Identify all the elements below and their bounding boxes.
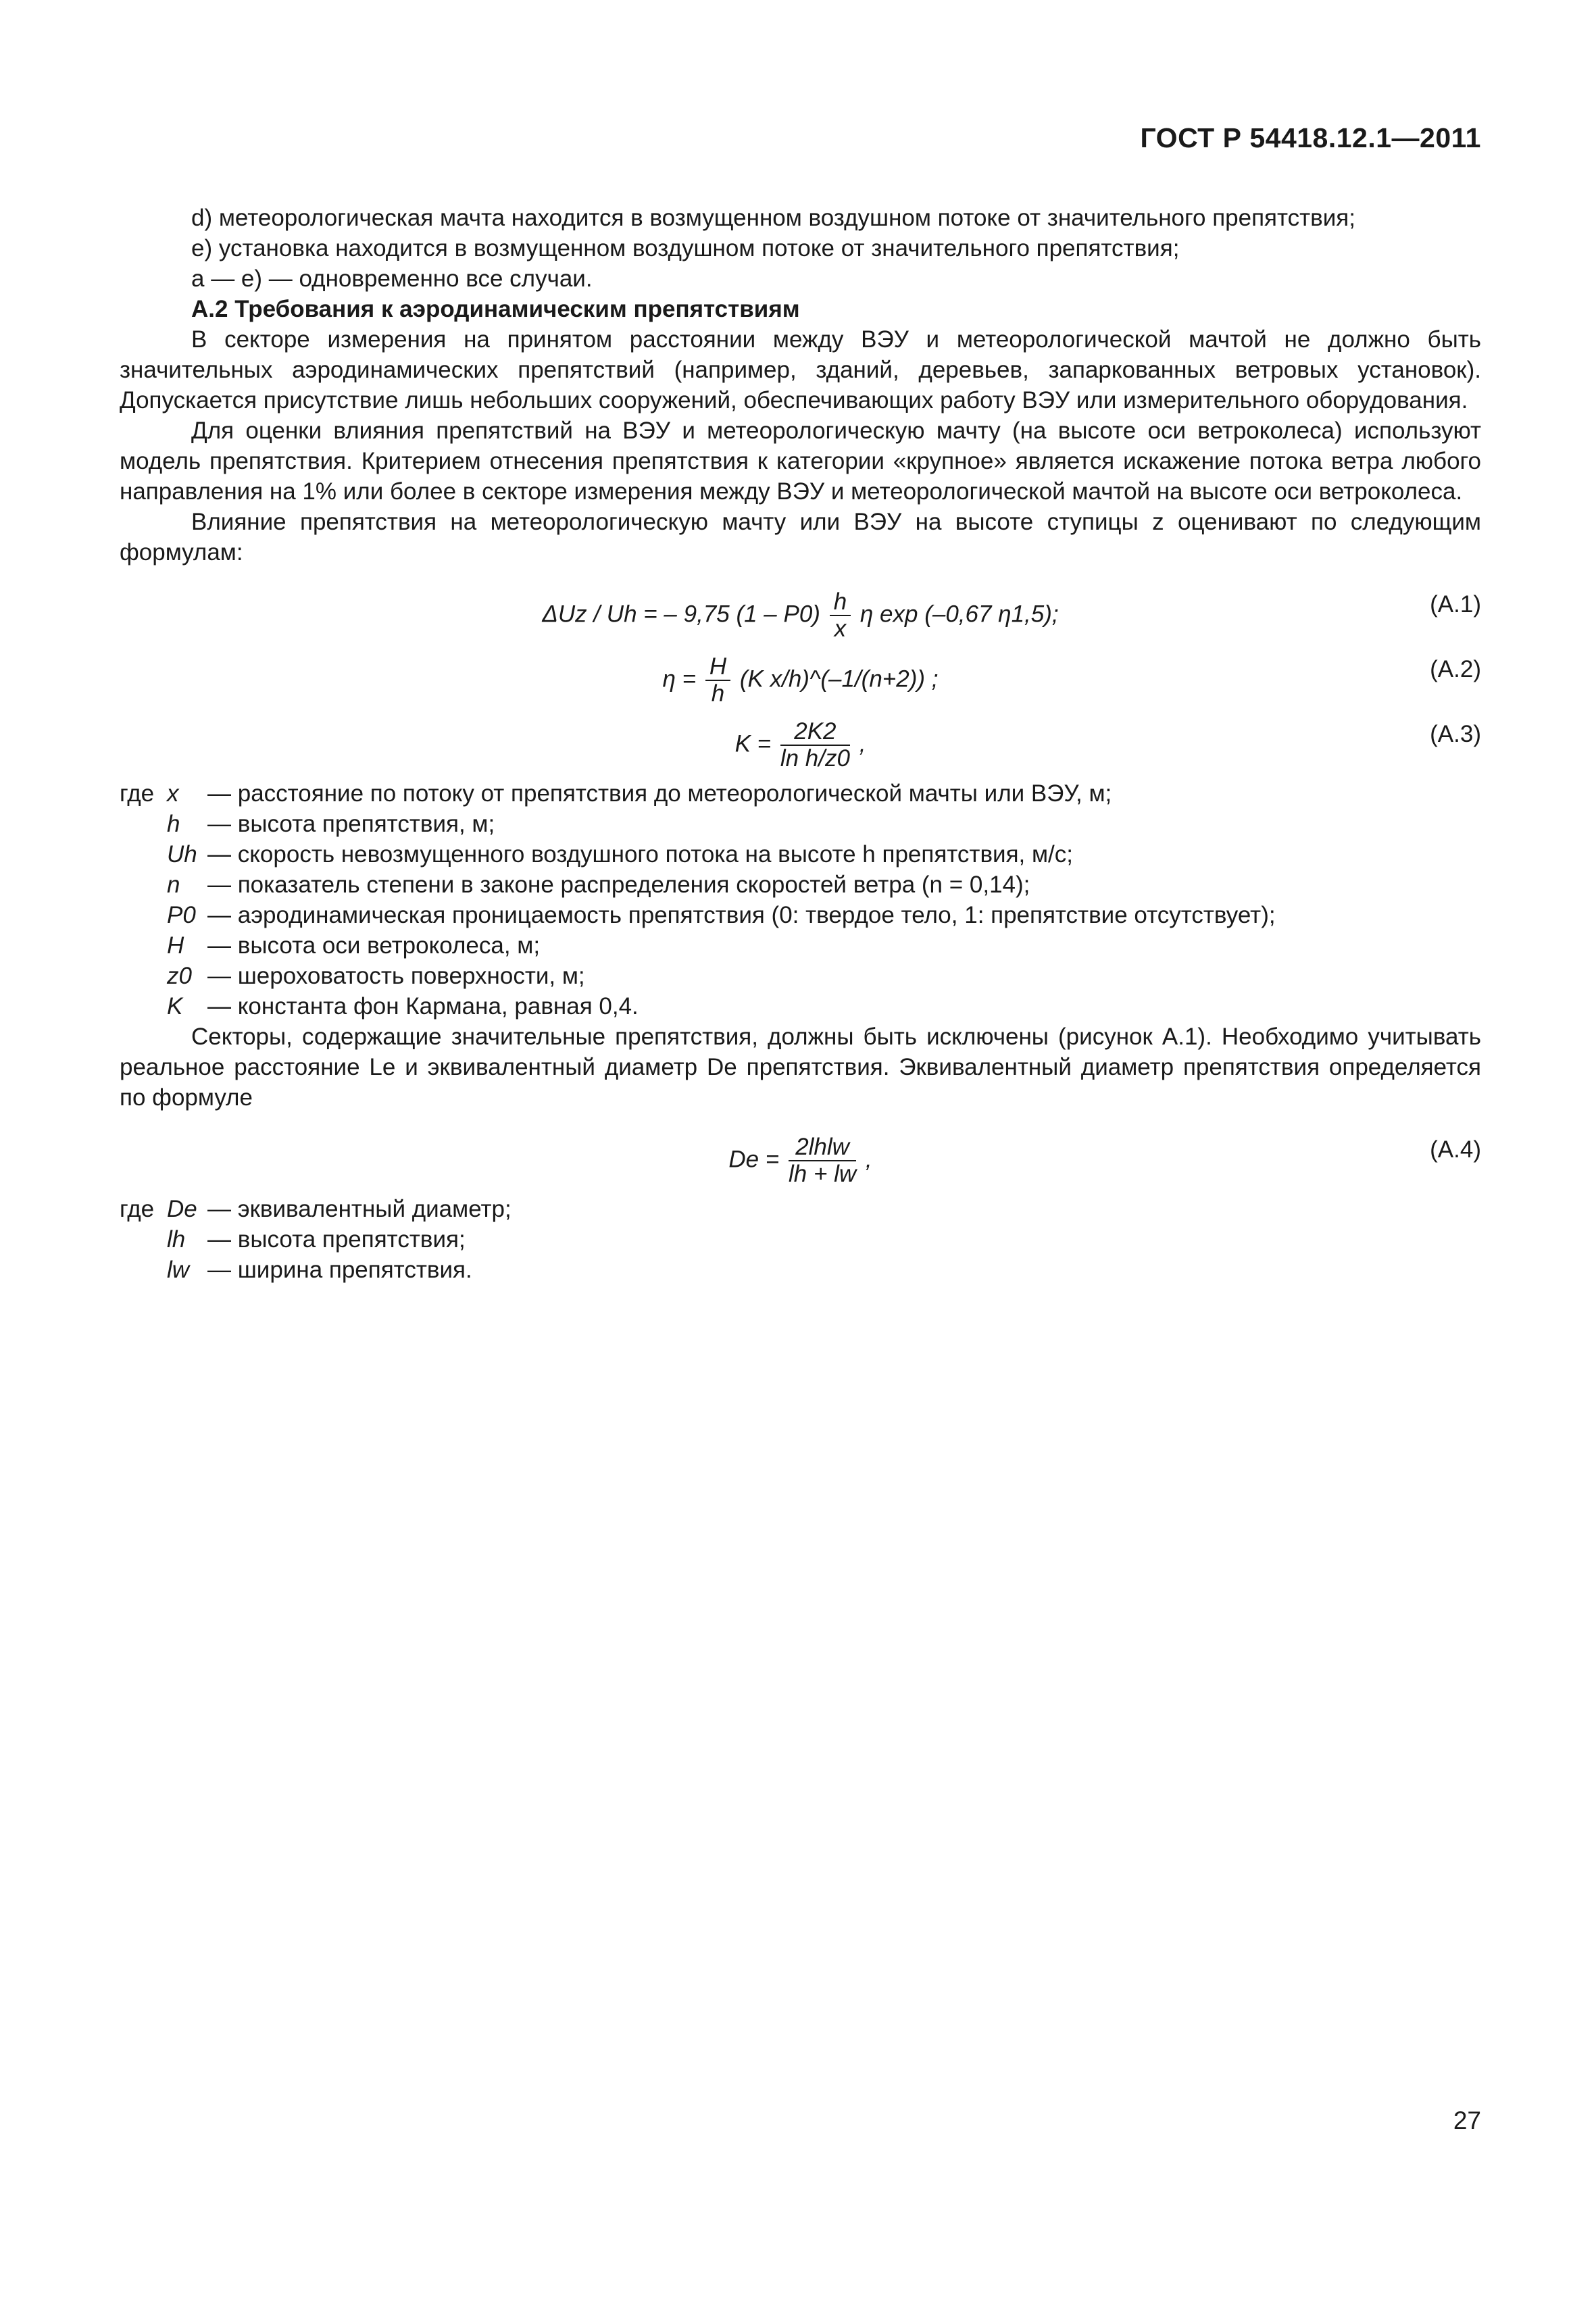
legend-diameter bbox=[120, 1194, 1481, 1285]
eq-a1-number: (А.1) bbox=[1430, 591, 1481, 618]
legend-text: — высота оси ветроколеса, м; bbox=[207, 932, 541, 959]
eq-a3-lhs: K = bbox=[734, 730, 772, 757]
eq-a4-den: lh + lw bbox=[788, 1161, 857, 1187]
eq-a4-lhs: De = bbox=[728, 1146, 780, 1173]
item-d: d) метеорологическая мачта находится в возмущенном воздушном потоке от значительного препятствия; bbox=[191, 205, 1355, 231]
legend-symbol: lh bbox=[167, 1226, 186, 1253]
legend-text: — высота препятствия; bbox=[207, 1226, 466, 1253]
document-id: ГОСТ Р 54418.12.1—2011 bbox=[1140, 122, 1481, 153]
page-body bbox=[120, 203, 1481, 1285]
equation-a4 bbox=[120, 1129, 1481, 1187]
legend-text: — константа фон Кармана, равная 0,4. bbox=[207, 993, 639, 1020]
legend-symbol: P0 bbox=[167, 902, 196, 928]
eq-a4-number: (А.4) bbox=[1430, 1136, 1481, 1163]
paragraph-2: Для оценки влияния препятствий на ВЭУ и метеорологическую мачту (на высоте оси ветроколеса) используют модель препятствия. Критерием отнесения препятствия к категории «крупное» является искажение потока ветра любого направления на 1% или более в секторе измерения между ВЭУ и метеорологической мачтой на высоте оси ветроколеса. bbox=[120, 418, 1481, 505]
legend-text: — ширина препятствия. bbox=[207, 1257, 472, 1283]
eq-a2-number: (А.2) bbox=[1430, 656, 1481, 682]
legend-row bbox=[120, 991, 1481, 1022]
eq-a3-number: (А.3) bbox=[1430, 721, 1481, 747]
legend-text: — высота препятствия, м; bbox=[207, 811, 495, 837]
legend-row bbox=[120, 1255, 1481, 1285]
legend-lead: где bbox=[120, 780, 155, 807]
eq-a3-rhs: , bbox=[859, 730, 866, 757]
legend-text: — расстояние по потоку от препятствия до метеорологической мачты или ВЭУ, м; bbox=[207, 780, 1112, 807]
legend-symbol: x bbox=[167, 780, 179, 807]
paragraph-1: В секторе измерения на принятом расстоянии между ВЭУ и метеорологической мачтой не должно быть значительных аэродинамических препятствий (например, зданий, деревьев, запаркованных ветровых установок). Допускается присутствие лишь небольших сооружений, обеспечивающих работу ВЭУ или измерительного оборудования. bbox=[120, 326, 1481, 413]
paragraph-3: Влияние препятствия на метеорологическую мачту или ВЭУ на высоте ступицы z оценивают по следующим формулам: bbox=[120, 509, 1481, 565]
legend-symbol: H bbox=[167, 932, 184, 959]
legend-symbol: lw bbox=[167, 1257, 190, 1283]
eq-a1-lhs: ΔUz / Uh = – 9,75 (1 – P0) bbox=[542, 601, 820, 628]
eq-a2-lhs: η = bbox=[662, 665, 697, 693]
eq-a1-rhs: η exp (–0,67 η1,5); bbox=[859, 601, 1059, 628]
legend-row bbox=[120, 1194, 1481, 1224]
legend-row bbox=[120, 930, 1481, 961]
legend-text: — аэродинамическая проницаемость препятствия (0: твердое тело, 1: препятствие отсутствует); bbox=[207, 902, 1276, 928]
eq-a1-num: h bbox=[830, 589, 851, 616]
section-title: А.2 Требования к аэродинамическим препятствиям bbox=[191, 296, 800, 322]
eq-a1-den: x bbox=[834, 615, 847, 642]
legend-symbol: z0 bbox=[167, 963, 192, 989]
item-a-e: a — e) — одновременно все случаи. bbox=[191, 266, 593, 292]
legend-symbol: K bbox=[167, 993, 183, 1020]
legend-row bbox=[120, 900, 1481, 930]
equation-a2 bbox=[120, 649, 1481, 707]
legend-row bbox=[120, 870, 1481, 900]
legend-row bbox=[120, 809, 1481, 839]
eq-a2-rhs: (K x/h)^(–1/(n+2)) ; bbox=[739, 665, 939, 693]
eq-a4-rhs: , bbox=[865, 1146, 872, 1173]
legend-variables bbox=[120, 778, 1481, 1022]
legend-symbol: n bbox=[167, 872, 180, 898]
legend-symbol: Uh bbox=[167, 841, 197, 867]
page-number: 27 bbox=[1453, 2107, 1481, 2134]
legend-row bbox=[120, 778, 1481, 809]
legend-symbol: De bbox=[167, 1196, 197, 1222]
equation-a1 bbox=[120, 584, 1481, 642]
equation-a3 bbox=[120, 713, 1481, 772]
legend-text: — эквивалентный диаметр; bbox=[207, 1196, 512, 1222]
eq-a3-num: 2K2 bbox=[780, 719, 850, 746]
legend-text: — шероховатость поверхности, м; bbox=[207, 963, 585, 989]
legend-symbol: h bbox=[167, 811, 180, 837]
legend-text: — показатель степени в законе распределения скоростей ветра (n = 0,14); bbox=[207, 872, 1030, 898]
eq-a3-den: ln h/z0 bbox=[780, 745, 850, 772]
paragraph-4: Секторы, содержащие значительные препятствия, должны быть исключены (рисунок А.1). Необходимо учитывать реальное расстояние Le и эквивалентный диаметр De препятствия. Эквивалентный диаметр препятствия определяется по формуле bbox=[120, 1024, 1481, 1111]
eq-a4-num: 2lhlw bbox=[789, 1134, 856, 1161]
legend-row bbox=[120, 961, 1481, 991]
legend-lead: где bbox=[120, 1196, 155, 1222]
eq-a2-num: H bbox=[705, 654, 730, 681]
item-e: e) установка находится в возмущенном воздушном потоке от значительного препятствия; bbox=[191, 235, 1180, 261]
eq-a2-den: h bbox=[711, 680, 725, 707]
legend-row bbox=[120, 839, 1481, 870]
legend-text: — скорость невозмущенного воздушного потока на высоте h препятствия, м/с; bbox=[207, 841, 1074, 867]
legend-row bbox=[120, 1224, 1481, 1255]
